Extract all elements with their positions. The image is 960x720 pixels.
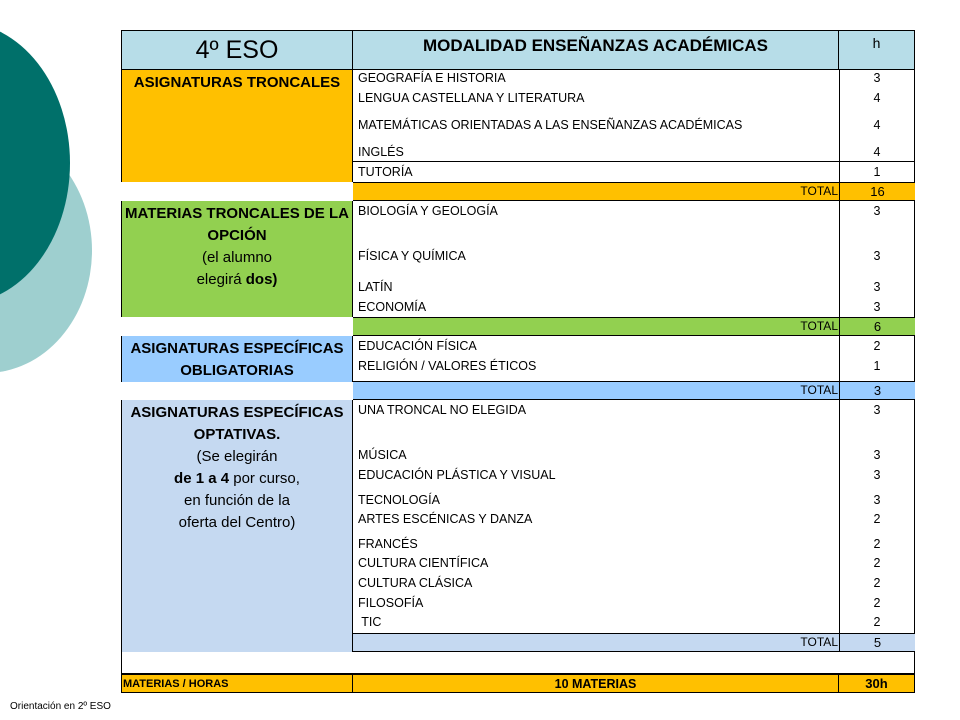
opcion-note-2a: elegirá: [196, 271, 246, 288]
optativas-note-2a: de 1 a 4: [174, 470, 230, 487]
subject-name: TECNOLOGÍA: [358, 493, 440, 507]
opcion-total-row: [353, 317, 915, 336]
obligatorias-total-row: [353, 381, 915, 400]
opcion-note-2b: dos): [245, 271, 278, 288]
subject-hours: 4: [873, 91, 881, 105]
total-label: TOTAL: [800, 383, 838, 397]
subject-hours: 3: [873, 71, 881, 85]
subject-hours: 3: [873, 280, 881, 294]
total-value: 3: [839, 382, 915, 399]
subject-hours: 2: [873, 512, 881, 526]
subject-hours: 2: [873, 339, 881, 353]
subject-name: LATÍN: [358, 280, 393, 294]
total-value: 16: [839, 183, 915, 200]
subject-name: TIC: [358, 615, 382, 629]
subject-name: ECONOMÍA: [358, 300, 427, 314]
subject-name: EDUCACIÓN PLÁSTICA Y VISUAL: [358, 468, 556, 482]
subject-name: TUTORÍA: [358, 165, 413, 179]
subject-hours: 3: [873, 300, 881, 314]
row-divider: [353, 161, 915, 162]
modality-title: MODALIDAD ENSEÑANZAS ACADÉMICAS: [353, 30, 839, 70]
footer-label: MATERIAS / HORAS: [121, 674, 353, 693]
subject-name: BIOLOGÍA Y GEOLOGÍA: [358, 204, 498, 218]
total-value: 5: [839, 634, 915, 651]
opcion-title-2: OPCIÓN: [207, 227, 267, 244]
subject-hours: 3: [873, 249, 881, 263]
blank-row: [121, 652, 915, 674]
total-label: TOTAL: [800, 635, 838, 649]
subject-hours: 2: [873, 537, 881, 551]
course-title: 4º ESO: [121, 30, 353, 70]
subject-hours: 3: [873, 204, 881, 218]
subject-name: MATEMÁTICAS ORIENTADAS A LAS ENSEÑANZAS ACADÉMICAS: [358, 118, 743, 132]
subject-name: GEOGRAFÍA E HISTORIA: [358, 71, 506, 85]
obligatorias-title-2: OBLIGATORIAS: [180, 362, 294, 379]
subject-hours: 1: [873, 165, 881, 179]
subject-name: UNA TRONCAL NO ELEGIDA: [358, 403, 527, 417]
optativas-note-1: (Se elegirán: [196, 448, 278, 465]
optativas-note-4: oferta del Centro): [178, 514, 296, 531]
subject-name: FILOSOFÍA: [358, 596, 424, 610]
subject-name: CULTURA CIENTÍFICA: [358, 556, 489, 570]
optativas-note-3: en función de la: [184, 492, 290, 509]
opcion-note-1: (el alumno: [201, 249, 273, 266]
footnote: Orientación en 2º ESO: [10, 701, 111, 712]
subject-name: MÚSICA: [358, 448, 407, 462]
subject-name: CULTURA CLÁSICA: [358, 576, 473, 590]
optativas-category: [121, 400, 353, 652]
optativas-title-1: ASIGNATURAS ESPECÍFICAS: [130, 404, 344, 421]
subject-hours: 3: [873, 403, 881, 417]
subject-name: INGLÉS: [358, 145, 404, 159]
subject-hours: 2: [873, 556, 881, 570]
subject-hours: 4: [873, 145, 881, 159]
subject-hours: 3: [873, 448, 881, 462]
obligatorias-category: [121, 336, 353, 382]
obligatorias-title-1: ASIGNATURAS ESPECÍFICAS: [130, 340, 344, 357]
subject-hours: 2: [873, 576, 881, 590]
subject-hours: 4: [873, 118, 881, 132]
subject-name: FÍSICA Y QUÍMICA: [358, 249, 466, 263]
subject-hours: 3: [873, 493, 881, 507]
subject-name: ARTES ESCÉNICAS Y DANZA: [358, 512, 533, 526]
subject-hours: 2: [873, 615, 881, 629]
optativas-total-row: [353, 633, 915, 652]
total-label: TOTAL: [800, 184, 838, 198]
subject-hours: 3: [873, 468, 881, 482]
total-value: 6: [839, 318, 915, 335]
opcion-title-1: MATERIAS TRONCALES DE LA: [125, 205, 349, 222]
subject-name: LENGUA CASTELLANA Y LITERATURA: [358, 91, 585, 105]
optativas-note-2b: por curso,: [229, 470, 300, 487]
total-label: TOTAL: [800, 319, 838, 333]
footer-horas: 30h: [839, 674, 915, 693]
troncales-title: ASIGNATURAS TRONCALES: [133, 74, 341, 91]
opcion-category: [121, 201, 353, 317]
subject-name: RELIGIÓN / VALORES ÉTICOS: [358, 359, 537, 373]
subject-name: EDUCACIÓN FÍSICA: [358, 339, 477, 353]
subject-name: FRANCÉS: [358, 537, 418, 551]
hours-column-header: h: [839, 30, 915, 70]
troncales-category: [121, 70, 353, 182]
footer-materias: 10 MATERIAS: [353, 674, 839, 693]
subject-hours: 2: [873, 596, 881, 610]
optativas-title-2: OPTATIVAS.: [193, 426, 281, 443]
subject-hours: 1: [873, 359, 881, 373]
troncales-total-row: [353, 182, 915, 201]
